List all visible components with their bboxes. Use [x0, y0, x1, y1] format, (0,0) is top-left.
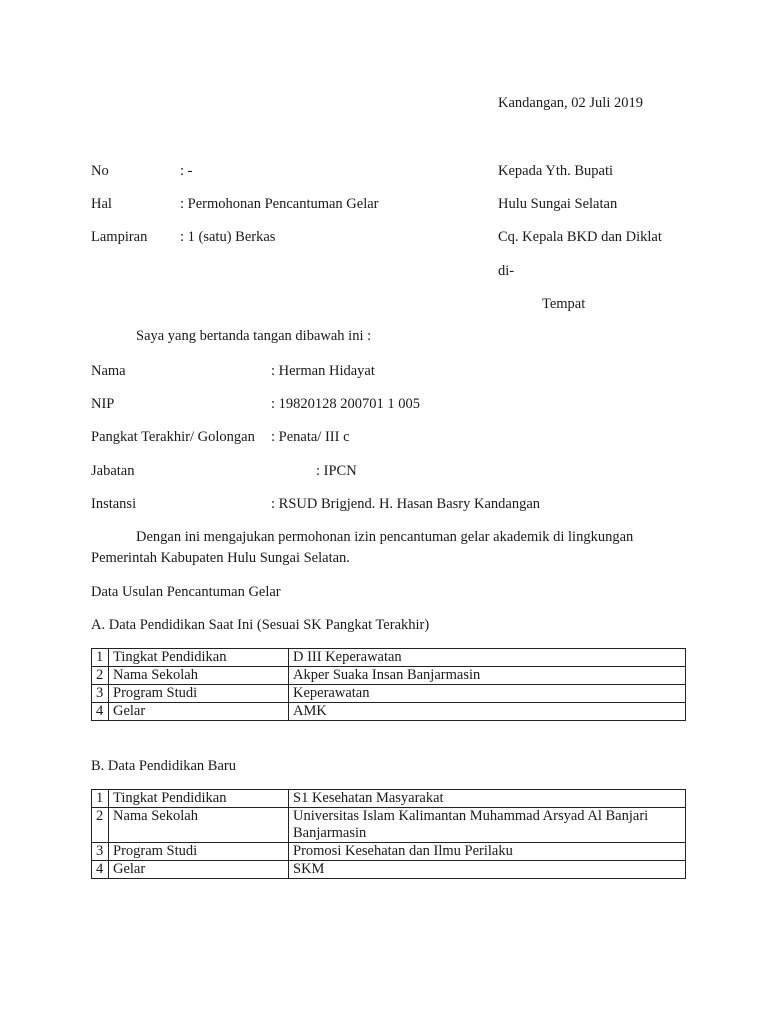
table-row [92, 808, 686, 843]
row-label: Program Studi [109, 843, 289, 861]
row-value: SKM [289, 861, 686, 879]
identity-label-nip: NIP [91, 396, 115, 412]
row-number: 4 [92, 703, 109, 721]
row-value: AMK [289, 703, 686, 721]
recipient-line-5: Tempat [542, 296, 586, 312]
row-number: 1 [92, 790, 109, 808]
table-a-title: A. Data Pendidikan Saat Ini (Sesuai SK Pangkat Terakhir) [91, 617, 430, 633]
row-label: Tingkat Pendidikan [109, 790, 289, 808]
row-number: 2 [92, 667, 109, 685]
row-value: Promosi Kesehatan dan Ilmu Perilaku [289, 843, 686, 861]
row-label: Nama Sekolah [109, 808, 289, 843]
row-number: 3 [92, 843, 109, 861]
row-label: Gelar [109, 861, 289, 879]
recipient-line-2: Hulu Sungai Selatan [498, 196, 618, 212]
row-number: 2 [92, 808, 109, 843]
request-line-1: Dengan ini mengajukan permohonan izin pencantuman gelar akademik di lingkungan [136, 529, 634, 545]
row-value: Universitas Islam Kalimantan Muhammad Arsyad Al Banjari Banjarmasin [289, 808, 686, 843]
identity-label-jabatan: Jabatan [91, 463, 135, 479]
row-label: Nama Sekolah [109, 667, 289, 685]
identity-value-nip: : 19820128 200701 1 005 [271, 396, 421, 412]
identity-value-pangkat: : Penata/ III c [271, 429, 350, 445]
row-value: D III Keperawatan [289, 649, 686, 667]
identity-value-nama: : Herman Hidayat [271, 363, 375, 379]
row-label: Tingkat Pendidikan [109, 649, 289, 667]
row-label: Gelar [109, 703, 289, 721]
table-b-title: B. Data Pendidikan Baru [91, 758, 236, 774]
row-value: S1 Kesehatan Masyarakat [289, 790, 686, 808]
field-label-hal: Hal [91, 196, 112, 212]
row-number: 1 [92, 649, 109, 667]
request-line-2: Pemerintah Kabupaten Hulu Sungai Selatan. [91, 550, 350, 566]
table-current-education [91, 648, 686, 721]
recipient-line-3: Cq. Kepala BKD dan Diklat [498, 229, 662, 245]
recipient-line-4: di- [498, 263, 515, 279]
field-value-hal: : Permohonan Pencantuman Gelar [180, 196, 379, 212]
row-label: Program Studi [109, 685, 289, 703]
field-value-no: : - [180, 163, 193, 179]
table-row [92, 649, 686, 667]
field-label-lampiran: Lampiran [91, 229, 148, 245]
identity-label-pangkat: Pangkat Terakhir/ Golongan [91, 429, 255, 445]
table-row [92, 843, 686, 861]
table-row [92, 667, 686, 685]
table-row [92, 861, 686, 879]
row-value: Akper Suaka Insan Banjarmasin [289, 667, 686, 685]
identity-value-instansi: : RSUD Brigjend. H. Hasan Basry Kandangan [271, 496, 541, 512]
table-row [92, 685, 686, 703]
table-row [92, 790, 686, 808]
section-title: Data Usulan Pencantuman Gelar [91, 584, 281, 600]
table-new-education [91, 789, 686, 879]
identity-label-instansi: Instansi [91, 496, 137, 512]
intro-text: Saya yang bertanda tangan dibawah ini : [136, 328, 372, 344]
table-row [92, 703, 686, 721]
field-value-lampiran: : 1 (satu) Berkas [180, 229, 276, 245]
identity-value-jabatan: : IPCN [316, 463, 357, 479]
row-value: Keperawatan [289, 685, 686, 703]
row-number: 3 [92, 685, 109, 703]
row-number: 4 [92, 861, 109, 879]
field-label-no: No [91, 163, 109, 179]
identity-label-nama: Nama [91, 363, 126, 379]
recipient-line-1: Kepada Yth. Bupati [498, 163, 614, 179]
letter-date: Kandangan, 02 Juli 2019 [498, 95, 643, 111]
